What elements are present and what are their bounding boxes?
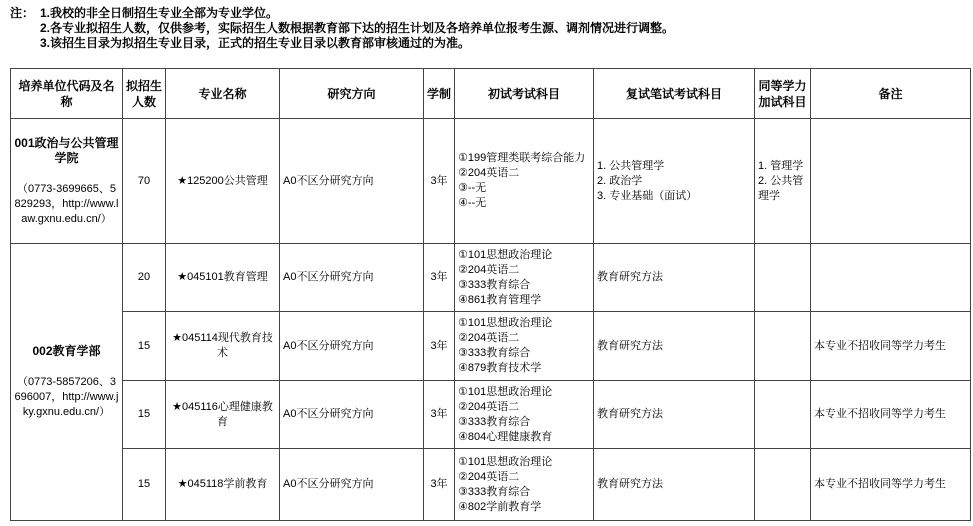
extra-subject: 2. 公共管理学 [758, 174, 804, 202]
exam-subject: ①101思想政治理论 [458, 385, 553, 398]
note-prefix: 注： [10, 6, 35, 20]
retest-subjects [594, 244, 755, 312]
header-extra: 同等学力加试科目 [755, 69, 811, 119]
retest-subject: 1. 公共管理学 [597, 159, 665, 172]
extra-subjects [755, 449, 811, 521]
table-row [11, 119, 971, 244]
enrollment-catalog-table [10, 68, 971, 521]
header-direction: 研究方向 [280, 69, 424, 119]
remark [811, 119, 971, 244]
enroll-count: 15 [123, 449, 166, 521]
duration: 3年 [424, 312, 455, 381]
extra-subjects [755, 381, 811, 449]
retest-subject: 教育研究方法 [597, 478, 663, 490]
note-line-2 [10, 21, 960, 36]
exam-subject: ①199管理类联考综合能力 [458, 152, 586, 164]
retest-subjects [594, 449, 755, 521]
header-duration: 学制 [424, 69, 455, 119]
major-name: ★045114现代教育技术 [166, 312, 280, 381]
exam-subject: ④802学前教育学 [458, 500, 542, 513]
enroll-count: 70 [123, 119, 166, 244]
retest-subject: 教育研究方法 [597, 408, 663, 420]
retest-subject: 3. 专业基础（面试） [597, 189, 698, 202]
unit-contact: （0773-3699665、5829293，http://www.law.gxnu.edu.cn/） [14, 182, 119, 225]
remark [811, 244, 971, 312]
exam-subjects [455, 381, 594, 449]
duration: 3年 [424, 449, 455, 521]
major-name: ★125200公共管理 [166, 119, 280, 244]
research-direction: A0不区分研究方向 [280, 449, 424, 521]
unit-cell [11, 244, 123, 521]
enroll-count: 15 [123, 381, 166, 449]
unit-cell [11, 119, 123, 244]
exam-subject: ②204英语二 [458, 263, 520, 276]
exam-subject: ②204英语二 [458, 332, 520, 344]
unit-name: 002教育学部 [32, 344, 101, 358]
note-item: 1.我校的非全日制招生专业全部为专业学位。 [40, 6, 279, 20]
exam-subjects [455, 312, 594, 381]
major-name: ★045116心理健康教育 [166, 381, 280, 449]
unit-contact: （0773-5857206、3696007，http://www.jky.gxnu.edu.cn/） [14, 376, 119, 418]
exam-subject: ④861教育管理学 [458, 293, 542, 306]
remark: 本专业不招收同等学力考生 [811, 381, 971, 449]
research-direction: A0不区分研究方向 [280, 119, 424, 244]
duration: 3年 [424, 119, 455, 244]
table-row [11, 381, 971, 449]
research-direction: A0不区分研究方向 [280, 244, 424, 312]
exam-subject: ②204英语二 [458, 400, 520, 413]
header-unit: 培养单位代码及名称 [11, 69, 123, 119]
header-exam: 初试考试科目 [455, 69, 594, 119]
exam-subjects [455, 449, 594, 521]
retest-subject: 教育研究方法 [597, 271, 663, 283]
retest-subjects [594, 119, 755, 244]
table-row [11, 244, 971, 312]
note-line-1 [10, 6, 960, 21]
table-header-row [11, 69, 971, 119]
unit-name: 001政治与公共管理学院 [14, 135, 119, 165]
header-retest: 复试笔试考试科目 [594, 69, 755, 119]
exam-subject: ④879教育技术学 [458, 362, 542, 374]
exam-subject: ②204英语二 [458, 167, 520, 179]
duration: 3年 [424, 244, 455, 312]
duration: 3年 [424, 381, 455, 449]
retest-subject: 2. 政治学 [597, 174, 643, 187]
exam-subjects [455, 119, 594, 244]
exam-subjects [455, 244, 594, 312]
enroll-count: 15 [123, 312, 166, 381]
major-name: ★045118学前教育 [166, 449, 280, 521]
note-item: 3.该招生目录为拟招生专业目录，正式的招生专业目录以教育部审核通过的为准。 [40, 36, 471, 50]
extra-subject: 1. 管理学 [758, 159, 804, 172]
retest-subject: 教育研究方法 [597, 339, 663, 352]
research-direction: A0不区分研究方向 [280, 312, 424, 381]
major-name: ★045101教育管理 [166, 244, 280, 312]
header-count: 拟招生人数 [123, 69, 166, 119]
extra-subjects [755, 312, 811, 381]
retest-subjects [594, 312, 755, 381]
header-remark: 备注 [811, 69, 971, 119]
exam-subject: ③--无 [458, 182, 487, 194]
remark: 本专业不招收同等学力考生 [811, 449, 971, 521]
extra-subjects [755, 244, 811, 312]
note-line-3 [10, 36, 960, 51]
exam-subject: ③333教育综合 [458, 415, 531, 428]
research-direction: A0不区分研究方向 [280, 381, 424, 449]
notes-block [10, 6, 960, 51]
exam-subject: ④804心理健康教育 [458, 430, 553, 443]
exam-subject: ③333教育综合 [458, 347, 531, 359]
extra-subjects [755, 119, 811, 244]
header-major: 专业名称 [166, 69, 280, 119]
exam-subject: ③333教育综合 [458, 278, 531, 291]
note-item: 2.各专业拟招生人数，仅供参考，实际招生人数根据教育部下达的招生计划及各培养单位报考生源、调剂情况进行调整。 [40, 21, 675, 35]
retest-subjects [594, 381, 755, 449]
remark: 本专业不招收同等学力考生 [811, 312, 971, 381]
table-row [11, 449, 971, 521]
table-row [11, 312, 971, 381]
exam-subject: ②204英语二 [458, 470, 520, 483]
exam-subject: ④--无 [458, 197, 487, 209]
exam-subject: ①101思想政治理论 [458, 248, 553, 261]
exam-subject: ③333教育综合 [458, 485, 531, 498]
exam-subject: ①101思想政治理论 [458, 455, 553, 468]
exam-subject: ①101思想政治理论 [458, 317, 553, 329]
enroll-count: 20 [123, 244, 166, 312]
